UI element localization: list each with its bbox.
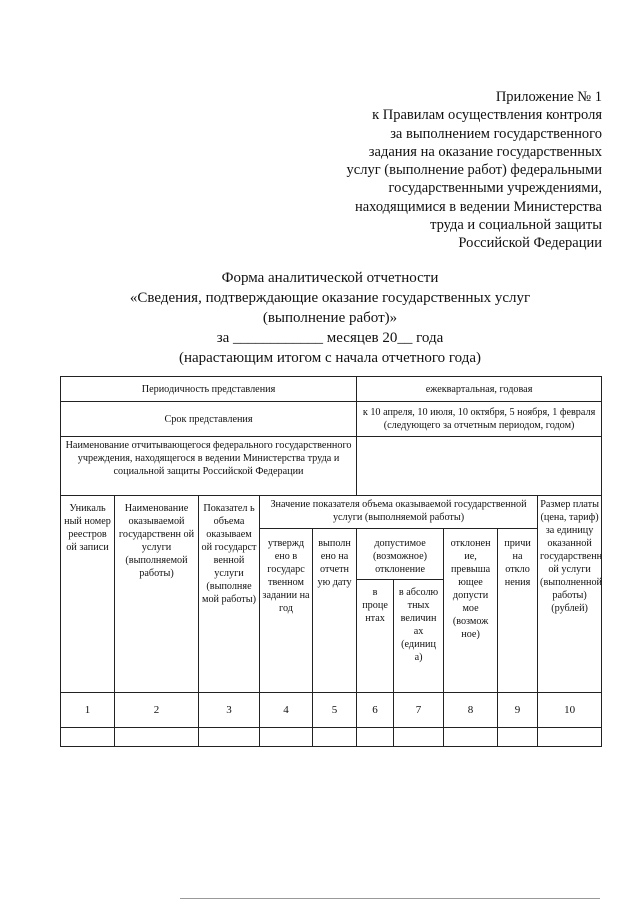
appendix-line: государственными учреждениями, [388,180,602,197]
header-service-name: Наименование оказываемой государственн ой услуги (выполняемой работы) [115,496,199,693]
empty-cell[interactable] [444,728,498,747]
column-number: 3 [199,693,260,728]
column-number: 4 [260,693,313,728]
column-number: 5 [313,693,357,728]
appendix-block [302,88,602,253]
header-volume-indicator: Показател ь объема оказываем ой государст венной услуги (выполняе мой работы) [199,496,260,693]
header-deviation-group: допустимое (возможное) отклонение [357,529,444,580]
org-label: Наименование отчитывающегося федерального государственного учреждения, находящегося в ведении Министерства труда и социальной защиты Российской Федерации [61,437,357,496]
deadline-value: к 10 апреля, 10 июля, 10 октября, 5 ноября, 1 февраля (следующего за отчетным периодом, годом) [357,402,602,437]
appendix-line: труда и социальной защиты [430,217,602,234]
title-line-5: (нарастающим итогом с начала отчетного года) [178,350,482,366]
title-line-2: «Сведения, подтверждающие оказание государственных услуг [129,290,531,306]
header-registry-number: Уникаль ный номер реестров ой записи [61,496,115,693]
header-excess-deviation: отклонен ие, превыша ющее допусти мое (возмож ное) [444,529,498,693]
title-line-3: (выполнение работ)» [262,310,398,326]
column-number: 8 [444,693,498,728]
header-deviation-reason: причи на откло нения [498,529,538,693]
column-number: 7 [394,693,444,728]
title-line-1: Форма аналитической отчетности [221,270,439,286]
column-number: 6 [357,693,394,728]
column-number: 2 [115,693,199,728]
empty-cell[interactable] [260,728,313,747]
empty-cell[interactable] [394,728,444,747]
appendix-line: Российской Федерации [458,235,602,252]
empty-cell[interactable] [115,728,199,747]
deadline-label: Срок представления [61,402,357,437]
periodicity-value: ежеквартальная, годовая [357,377,602,402]
appendix-line: услуг (выполнение работ) федеральными [346,162,602,179]
header-completed: выполн ено на отчетн ую дату [313,529,357,693]
title-line-4: за ____________ месяцев 20__ года [216,330,444,346]
header-indicator-value-group: Значение показателя объема оказываемой государственной услуги (выполняемой работы) [260,496,538,529]
empty-cell[interactable] [538,728,602,747]
appendix-line: за выполнением государственного [390,125,602,142]
page-bottom-edge [180,898,600,899]
appendix-line: к Правилам осуществления контроля [372,107,602,124]
appendix-line: Приложение № 1 [495,89,602,105]
empty-cell[interactable] [313,728,357,747]
empty-cell[interactable] [199,728,260,747]
appendix-line: задания на оказание государственных [368,143,602,160]
empty-cell[interactable] [357,728,394,747]
column-number: 1 [61,693,115,728]
empty-cell[interactable] [61,728,115,747]
header-fee: Размер платы (цена, тариф) за единицу оказанной государственн ой услуги (выполненной работы) (рублей) [538,496,602,693]
empty-data-row [61,728,602,747]
column-number: 10 [538,693,602,728]
report-table [60,376,602,747]
empty-cell[interactable] [498,728,538,747]
header-deviation-absolute: в абсолю тных величин ах (единиц а) [394,580,444,693]
appendix-line: находящимися в ведении Министерства [354,198,602,215]
periodicity-label: Периодичность представления [61,377,357,402]
form-title [60,268,600,368]
header-deviation-percent: в проце нтах [357,580,394,693]
header-approved: утвержд ено в государс твенном задании на год [260,529,313,693]
column-number: 9 [498,693,538,728]
org-value [357,437,602,496]
